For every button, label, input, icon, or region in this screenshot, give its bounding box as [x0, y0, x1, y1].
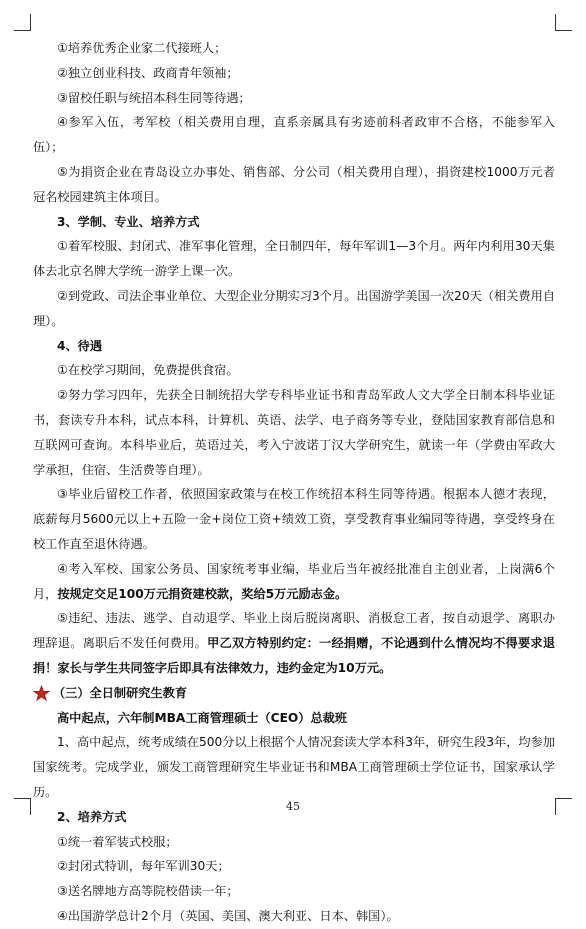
list-item: ②独立创业科技、政商青年领袖； [57, 65, 239, 80]
crop-mark-top-left [14, 14, 31, 31]
section-heading-graduate [33, 681, 555, 706]
list-item: ②到党政、司法企事业单位、大型企业分期实习3个月。出国游学美国一次20天（相关费用自理）。 [33, 288, 555, 328]
item-emphasis: 甲乙双方特别约定：一经捐赠，不论遇到什么情况均不得要求退捐！家长与学生共同签字后即具有法律效力，违约金定为10万元。 [33, 636, 556, 675]
list-item: ②封闭式特训，每年军训30天； [57, 859, 230, 874]
list-item: ①统一着军装式校服； [57, 834, 178, 849]
list-item: ④参军入伍，考军校（相关费用自理，直系亲属具有劣迹前科者政审不合格，不能参军入伍）； [33, 115, 555, 155]
list-item: ③毕业后留校工作者，依照国家政策与在校工作统招本科生同等待遇。根据本人德才表现，底薪每月5600元以上+五险一金+岗位工资+绩效工资，享受教育事业编同等待遇，享受终身在校工作直至退休待遇。 [33, 487, 555, 551]
item-text: ⑤违纪、违法、逃学、自动退学、毕业上岗后脱岗离职、消极怠工者，按自动退学、离职办理辞退。离职后不发任何费用。 [33, 611, 555, 651]
program-title: 高中起点，六年制MBA工商管理硕士（CEO）总裁班 [57, 710, 348, 725]
list-item: ①着军校服、封闭式、准军事化管理，全日制四年，每年军训1—3个月。两年内利用30天集体去北京名牌大学统一游学上课一次。 [33, 239, 555, 279]
section-heading-text: （三）全日制研究生教育 [53, 685, 188, 700]
page-number: 45 [286, 800, 300, 813]
list-item [33, 606, 555, 680]
list-item: ⑤为捐资企业在青岛设立办事处、销售部、分公司（相关费用自理），捐资建校1000万元者冠名校园建筑主体项目。 [33, 164, 555, 204]
section-heading-3: 3、学制、专业、培养方式 [57, 214, 200, 229]
item-text: ④考入军校、国家公务员、国家统考事业编，毕业后当年被经批准自主创业者，上岗满6个月， [33, 561, 555, 601]
list-item: ③送名牌地方高等院校借读一年； [57, 884, 239, 899]
list-item: ③留校任职与统招本科生同等待遇； [57, 90, 251, 105]
list-item: ②努力学习四年，先获全日制统招大学专科毕业证书和青岛军政人文大学全日制本科毕业证书，套读专升本科，试点本科，计算机、英语、法学、电子商务等专业，登陆国家教育部信息和互联网可查询。本科毕业后，英语过关，考入宁波诺丁汉大学研究生，就读一年（学费由军政大学承担，住宿、生活费等自理）。 [33, 388, 555, 477]
star-shape [34, 686, 49, 700]
paragraph: 1、高中起点，统考成绩在500分以上根据个人情况套读大学本科3年，研究生段3年，均参加国家统考。完成学业，颁发工商管理研究生毕业证书和MBA工商管理硕士学位证书，国家承认学历。 [33, 735, 555, 799]
section-heading-4: 4、待遇 [57, 338, 103, 353]
list-item: ①在校学习期间，免费提供食宿。 [57, 363, 239, 378]
section-heading-training: 2、培养方式 [57, 809, 127, 824]
item-emphasis: 按规定交足100万元捐资建校款，奖给5万元励志金。 [57, 586, 348, 601]
list-item: ④出国游学总计2个月（英国、美国、澳大利亚、日本、韩国）。 [57, 908, 399, 923]
page-content [33, 36, 555, 929]
crop-mark-top-right [555, 14, 572, 31]
list-item: ①培养优秀企业家二代接班人； [57, 41, 227, 55]
star-icon [33, 685, 50, 702]
list-item [33, 557, 555, 607]
